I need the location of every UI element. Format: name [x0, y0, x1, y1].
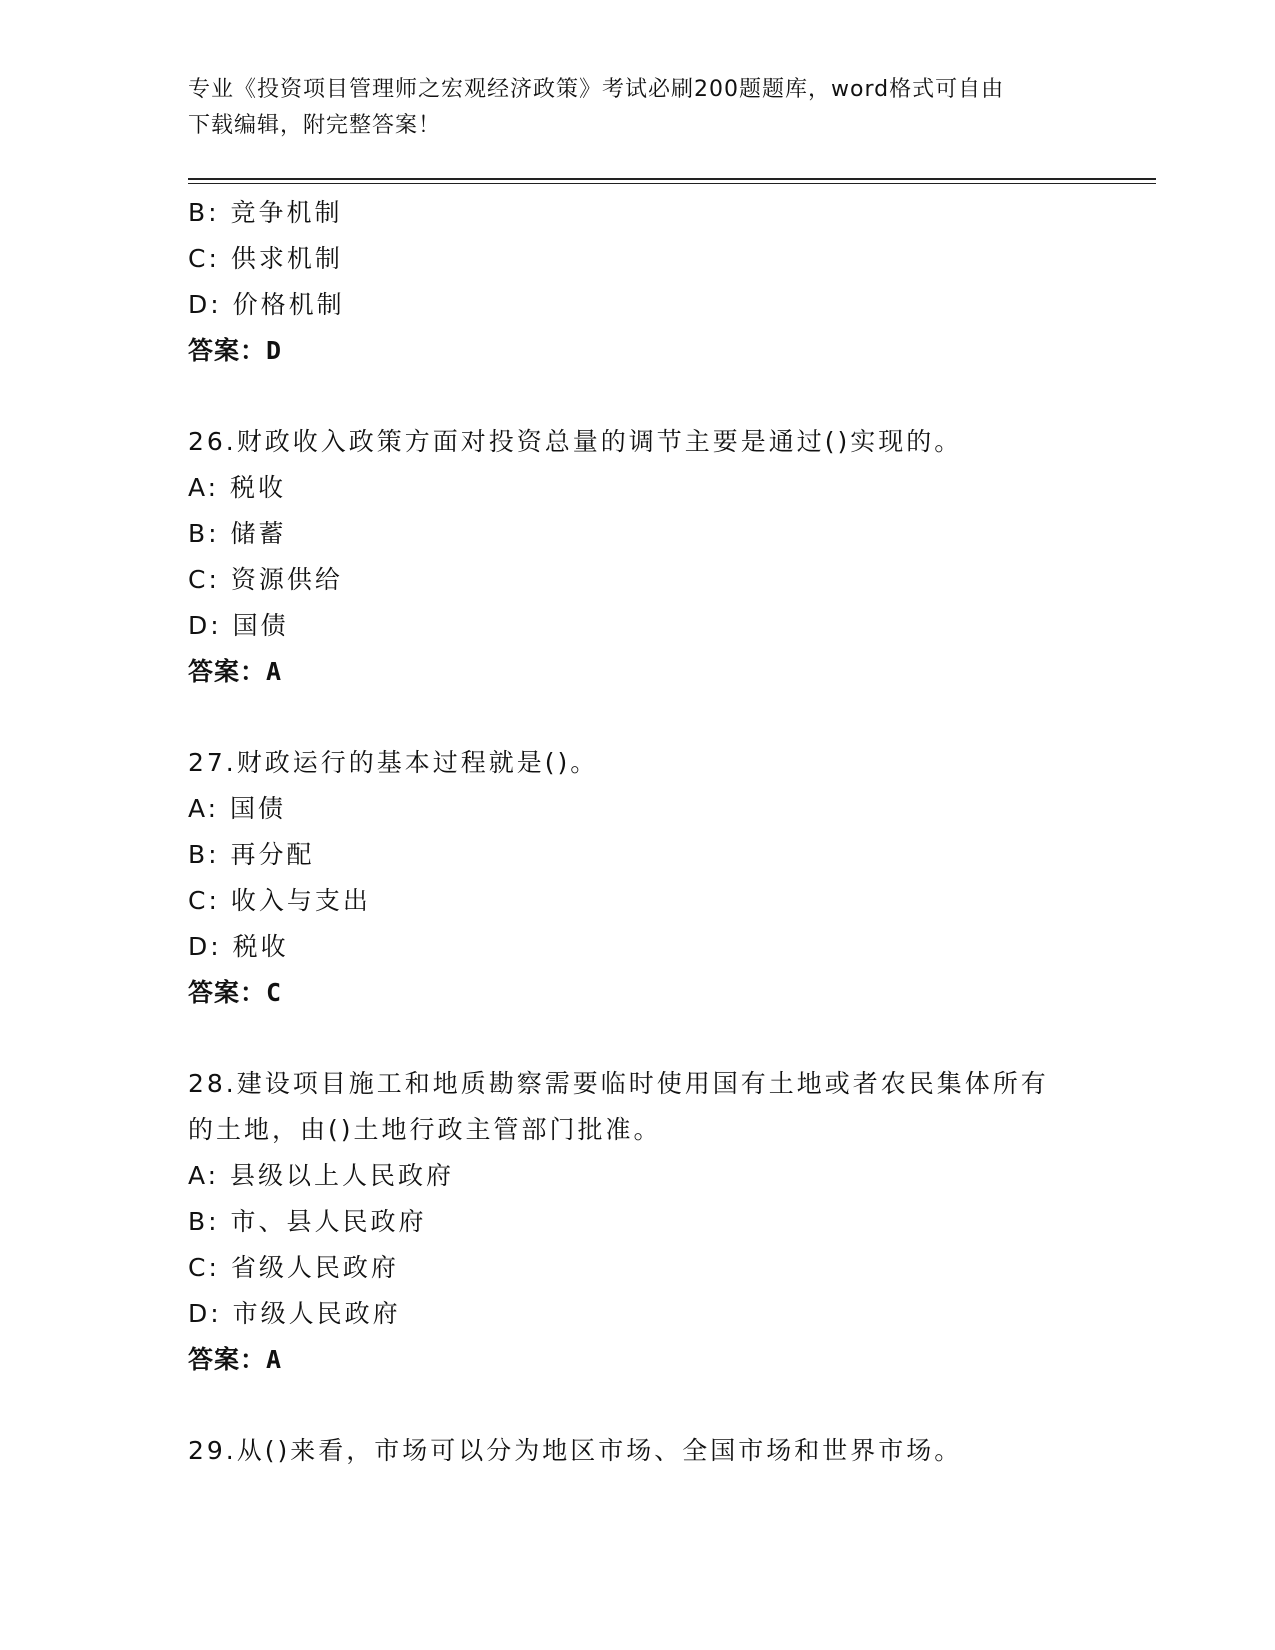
option-d: D: 税收	[188, 932, 289, 961]
header-divider-thick	[188, 178, 1156, 180]
document-header	[188, 72, 1088, 144]
question-text: 26.财政收入政策方面对投资总量的调节主要是通过()实现的。	[188, 427, 963, 456]
option-b: B: 竞争机制	[188, 198, 343, 227]
question-text-line-2: 的土地，由()土地行政主管部门批准。	[188, 1115, 662, 1144]
option-c: C: 供求机制	[188, 244, 343, 273]
option-d: D: 国债	[188, 611, 289, 640]
question-block-27	[188, 740, 1088, 1016]
option-b: B: 市、县人民政府	[188, 1207, 427, 1236]
question-block-26	[188, 419, 1088, 695]
option-a: A: 税收	[188, 473, 287, 502]
question-list	[188, 190, 1088, 1474]
answer-line: 答案：A	[188, 1345, 283, 1374]
option-a: A: 县级以上人民政府	[188, 1161, 455, 1190]
option-d: D: 价格机制	[188, 290, 345, 319]
question-block-29	[188, 1428, 1088, 1474]
question-text: 29.从()来看，市场可以分为地区市场、全国市场和世界市场。	[188, 1436, 963, 1465]
option-a: A: 国债	[188, 794, 287, 823]
option-c: C: 资源供给	[188, 565, 343, 594]
question-text: 27.财政运行的基本过程就是()。	[188, 748, 599, 777]
header-line-2: 下载编辑，附完整答案！	[188, 113, 442, 138]
option-c: C: 省级人民政府	[188, 1253, 399, 1282]
option-b: B: 再分配	[188, 840, 315, 869]
answer-line: 答案：A	[188, 657, 283, 686]
question-block-25	[188, 190, 1088, 374]
header-line-1: 专业《投资项目管理师之宏观经济政策》考试必刷200题题库，word格式可自由	[188, 77, 1005, 102]
option-b: B: 储蓄	[188, 519, 287, 548]
option-d: D: 市级人民政府	[188, 1299, 401, 1328]
answer-line: 答案：C	[188, 978, 283, 1007]
answer-line: 答案：D	[188, 336, 283, 365]
question-text-line-1: 28.建设项目施工和地质勘察需要临时使用国有土地或者农民集体所有	[188, 1069, 1049, 1098]
question-block-28	[188, 1061, 1088, 1383]
header-divider-thin	[188, 183, 1156, 184]
option-c: C: 收入与支出	[188, 886, 371, 915]
